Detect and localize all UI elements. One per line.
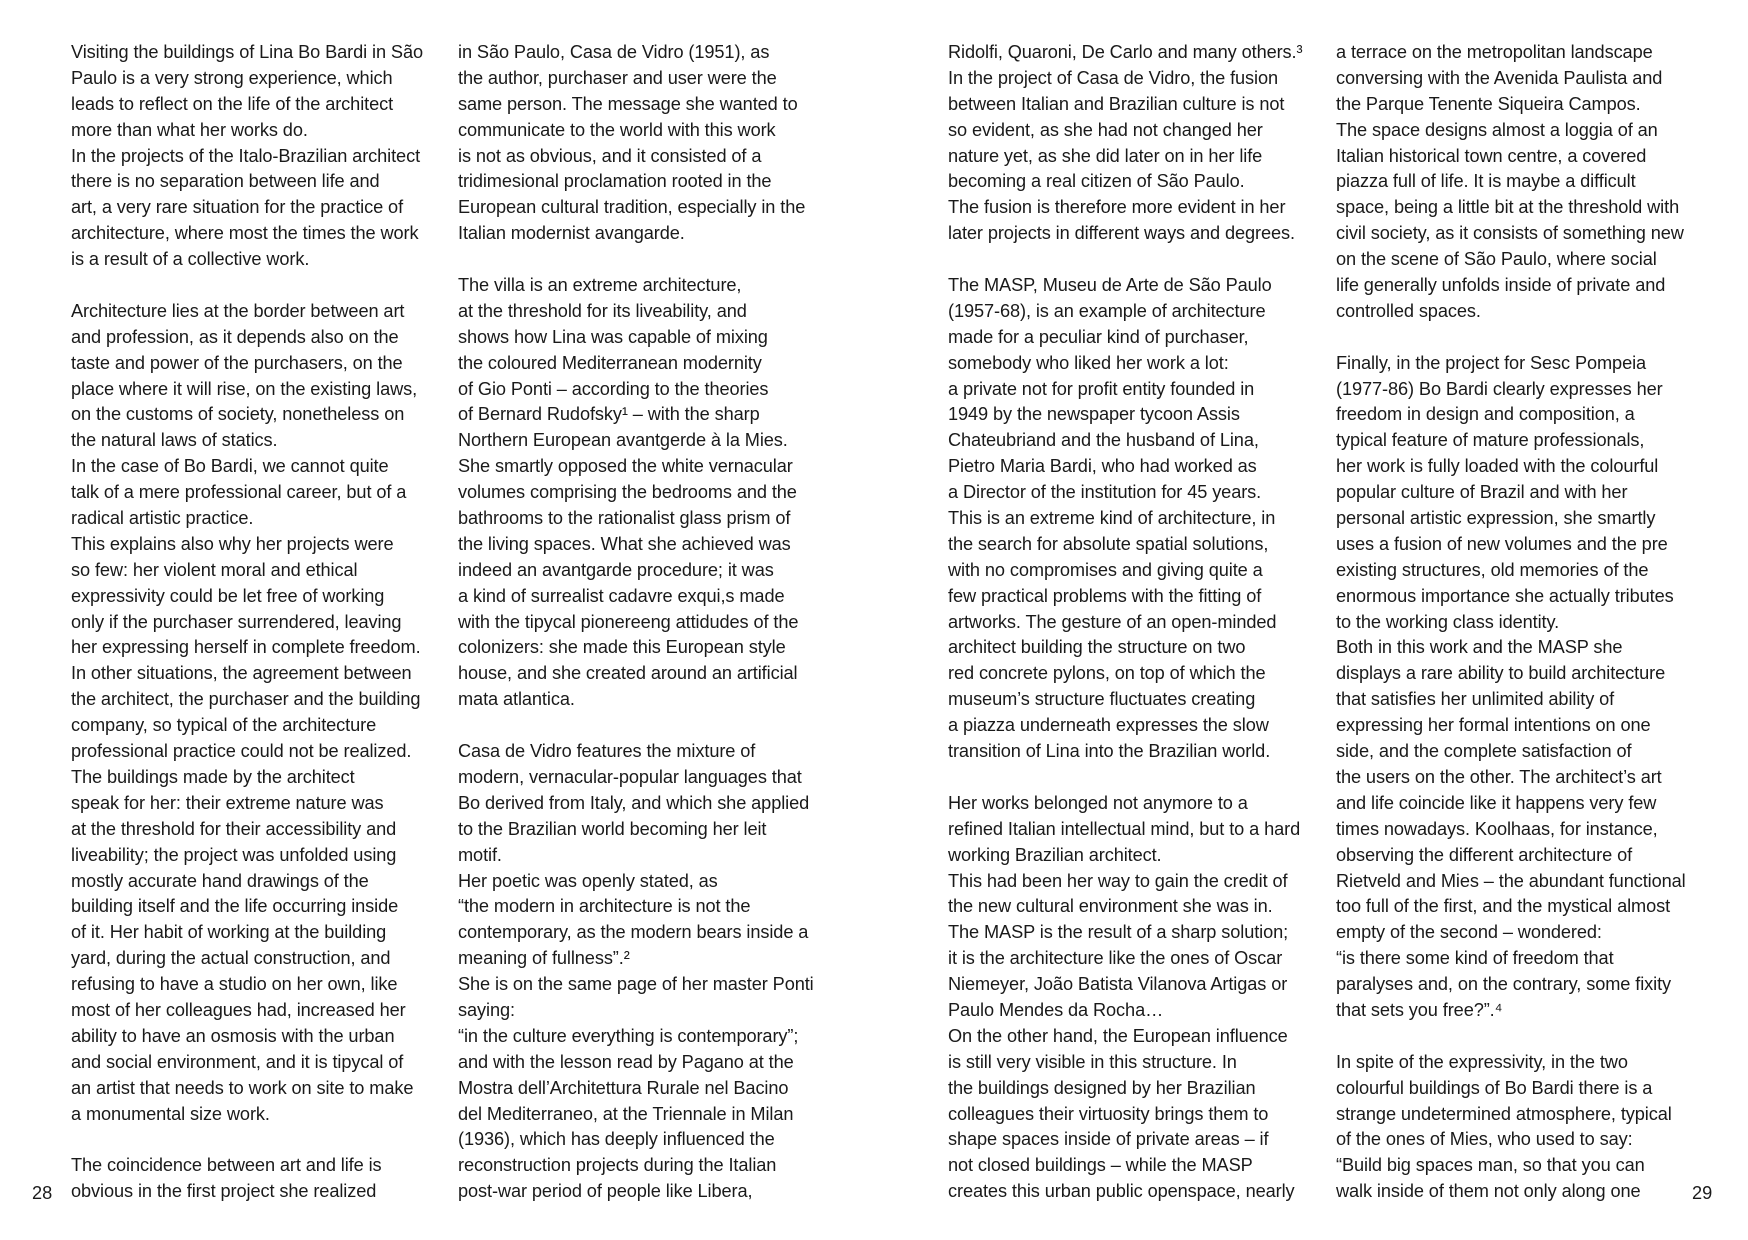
text-line: too full of the first, and the mystical almost [1336,896,1671,917]
text-line: volumes comprising the bedrooms and the [458,482,797,503]
paragraph-gap [1336,325,1706,351]
text-line: and profession, as it depends also on the [71,326,399,347]
text-line: “the modern in architecture is not the [458,896,751,917]
text-line: The space designs almost a loggia of an [1336,119,1658,140]
text-line: conversing with the Avenida Paulista and [1336,67,1663,88]
text-line: is a result of a collective work. [71,249,310,270]
text-line: on the scene of São Paulo, where social [1336,249,1657,270]
text-line: so evident, as she had not changed her [948,119,1263,140]
text-line: empty of the second – wondered: [1336,922,1602,943]
text-line: 1949 by the newspaper tycoon Assis [948,404,1240,425]
text-line: later projects in different ways and degrees. [948,223,1295,244]
text-line: (1977-86) Bo Bardi clearly expresses her [1336,378,1663,399]
text-line: typical feature of mature professionals, [1336,430,1645,451]
text-line: times nowadays. Koolhaas, for instance, [1336,818,1658,839]
text-line: the Parque Tenente Siqueira Campos. [1336,93,1641,114]
paragraph-gap [1336,1024,1706,1050]
text-line: the coloured Mediterranean modernity [458,352,762,373]
text-line: piazza full of life. It is maybe a difficult [1336,171,1636,192]
text-line: Her works belonged not anymore to a [948,792,1248,813]
text-line: modern, vernacular-popular languages that [458,766,802,787]
text-line: at the threshold for their accessibility and [71,818,397,839]
text-line: uses a fusion of new volumes and the pre [1336,533,1668,554]
text-line: at the threshold for its liveability, and [458,300,747,321]
text-line: that satisfies her unlimited ability of [1336,689,1615,710]
text-line: to the working class identity. [1336,611,1560,632]
text-line: architect building the structure on two [948,637,1246,658]
text-line: freedom in design and composition, a [1336,404,1635,425]
text-line: talk of a mere professional career, but of a [71,482,407,503]
text-line: is still very visible in this structure. In [948,1051,1237,1072]
text-line: In other situations, the agreement between [71,663,412,684]
text-line: Paulo is a very strong experience, which [71,67,393,88]
text-line: artworks. The gesture of an open-minded [948,611,1277,632]
text-line: somebody who liked her work a lot: [948,352,1229,373]
text-line: Mostra dell’Architettura Rurale nel Bacino [458,1077,789,1098]
text-line: a private not for profit entity founded in [948,378,1255,399]
text-line: existing structures, old memories of the [1336,559,1649,580]
text-line: it is the architecture like the ones of Oscar [948,948,1283,969]
text-line: the users on the other. The architect’s art [1336,766,1662,787]
text-line: of Bernard Rudofsky¹ – with the sharp [458,404,760,425]
text-line: building itself and the life occurring inside [71,896,399,917]
text-line: refined Italian intellectual mind, but to a hard [948,818,1301,839]
text-line: only if the purchaser surrendered, leaving [71,611,402,632]
text-line: Pietro Maria Bardi, who had worked as [948,456,1257,477]
text-line: Finally, in the project for Sesc Pompeia [1336,352,1647,373]
text-line: expressing her formal intentions on one [1336,715,1651,736]
text-line: In the projects of the Italo-Brazilian architect [71,145,421,166]
text-line: Both in this work and the MASP she [1336,637,1623,658]
text-line: This explains also why her projects were [71,533,394,554]
text-line: creates this urban public openspace, nearly [948,1181,1295,1202]
text-line: place where it will rise, on the existing laws, [71,378,418,399]
text-line: The MASP is the result of a sharp solution; [948,922,1289,943]
text-line: (1957-68), is an example of architecture [948,300,1266,321]
text-line: that sets you free?”.⁴ [1336,999,1503,1020]
text-line: The MASP, Museu de Arte de São Paulo [948,275,1272,296]
text-line: not closed buildings – while the MASP [948,1155,1253,1176]
text-column-1 [71,40,441,1205]
paragraph-gap [458,713,828,739]
text-line: side, and the complete satisfaction of [1336,741,1632,762]
text-line: and with the lesson read by Pagano at the [458,1051,794,1072]
text-line: same person. The message she wanted to [458,93,798,114]
text-line: This is an extreme kind of architecture, in [948,508,1276,529]
text-line: a Director of the institution for 45 years. [948,482,1262,503]
text-line: controlled spaces. [1336,300,1481,321]
text-line: a piazza underneath expresses the slow [948,715,1269,736]
text-line: of it. Her habit of working at the building [71,922,387,943]
text-line: her work is fully loaded with the colourful [1336,456,1659,477]
text-line: Her poetic was openly stated, as [458,870,718,891]
text-line: displays a rare ability to build architecture [1336,663,1666,684]
text-line: “in the culture everything is contemporary”; [458,1025,799,1046]
text-line: speak for her: their extreme nature was [71,792,384,813]
text-line: Architecture lies at the border between art [71,300,405,321]
text-line: the buildings designed by her Brazilian [948,1077,1256,1098]
text-line: with no compromises and giving quite a [948,559,1263,580]
text-line: The fusion is therefore more evident in her [948,197,1286,218]
text-line: civil society, as it consists of something new [1336,223,1684,244]
text-line: On the other hand, the European influence [948,1025,1288,1046]
paragraph-gap [458,247,828,273]
text-line: the new cultural environment she was in. [948,896,1273,917]
text-line: of Gio Ponti – according to the theories [458,378,769,399]
text-line: post-war period of people like Libera, [458,1181,753,1202]
text-line: The coincidence between art and life is [71,1155,382,1176]
text-line: in São Paulo, Casa de Vidro (1951), as [458,42,770,62]
text-line: “Build big spaces man, so that you can [1336,1155,1645,1176]
text-line: motif. [458,844,502,865]
text-line: so few: her violent moral and ethical [71,559,358,580]
page-number-right: 29 [1692,1183,1713,1203]
text-line: paralyses and, on the contrary, some fixity [1336,974,1672,995]
text-line: observing the different architecture of [1336,844,1633,865]
text-line: there is no separation between life and [71,171,380,192]
text-line: the natural laws of statics. [71,430,278,451]
text-line: the author, purchaser and user were the [458,67,777,88]
text-line: She smartly opposed the white vernacular [458,456,793,477]
text-line: enormous importance she actually tributes [1336,585,1674,606]
text-line: colourful buildings of Bo Bardi there is a [1336,1077,1653,1098]
paragraph-gap [71,1127,441,1153]
text-line: shows how Lina was capable of mixing [458,326,768,347]
text-line: working Brazilian architect. [948,844,1162,865]
text-line: of the ones of Mies, who used to say: [1336,1129,1633,1150]
text-line: Northern European avantgerde à la Mies. [458,430,788,451]
text-line: made for a peculiar kind of purchaser, [948,326,1249,347]
text-line: bathrooms to the rationalist glass prism of [458,508,791,529]
text-line: Italian historical town centre, a covered [1336,145,1647,166]
text-line: on the customs of society, nonetheless on [71,404,405,425]
text-line: an artist that needs to work on site to make [71,1077,414,1098]
text-line: colleagues their virtuosity brings them to [948,1103,1269,1124]
text-line: a kind of surrealist cadavre exqui,s made [458,585,785,606]
text-column-3 [948,40,1318,1205]
text-line: the search for absolute spatial solutions, [948,533,1269,554]
text-line: the living spaces. What she achieved was [458,533,791,554]
text-column-2 [458,40,828,1205]
paragraph-gap [948,247,1318,273]
text-line: contemporary, as the modern bears inside a [458,922,809,943]
text-line: Rietveld and Mies – the abundant functional [1336,870,1686,891]
text-line: Bo derived from Italy, and which she applied [458,792,810,813]
text-line: Italian modernist avangarde. [458,223,685,244]
text-line: nature yet, as she did later on in her life [948,145,1263,166]
text-line: indeed an avantgarde procedure; it was [458,559,774,580]
text-line: more than what her works do. [71,119,308,140]
text-line: The buildings made by the architect [71,766,355,787]
text-line: ability to have an osmosis with the urban [71,1025,395,1046]
text-column-4 [1336,40,1706,1205]
text-line: the architect, the purchaser and the building [71,689,421,710]
text-line: few practical problems with the fitting of [948,585,1262,606]
text-line: yard, during the actual construction, and [71,948,391,969]
text-line: art, a very rare situation for the practice of [71,197,404,218]
text-line: transition of Lina into the Brazilian world. [948,741,1271,762]
text-line: radical artistic practice. [71,508,254,529]
text-line: shape spaces inside of private areas – if [948,1129,1269,1150]
text-line: expressivity could be let free of working [71,585,385,606]
text-line: personal artistic expression, she smartly [1336,508,1656,529]
text-line: walk inside of them not only along one [1336,1181,1641,1202]
text-line: In spite of the expressivity, in the two [1336,1051,1628,1072]
text-line: In the case of Bo Bardi, we cannot quite [71,456,389,477]
page-number-left: 28 [32,1183,53,1203]
text-line: and social environment, and it is tipycal of [71,1051,404,1072]
text-line: house, and she created around an artificial [458,663,798,684]
text-line: This had been her way to gain the credit of [948,870,1288,891]
text-line: leads to reflect on the life of the architect [71,93,394,114]
text-line: to the Brazilian world becoming her leit [458,818,767,839]
paragraph-gap [71,273,441,299]
text-line: meaning of fullness”.² [458,948,630,969]
text-line: most of her colleagues had, increased her [71,999,406,1020]
text-line: between Italian and Brazilian culture is not [948,93,1285,114]
text-line: del Mediterraneo, at the Triennale in Milan [458,1103,794,1124]
text-line: Chateubriand and the husband of Lina, [948,430,1259,451]
text-line: (1936), which has deeply influenced the [458,1129,775,1150]
text-line: She is on the same page of her master Ponti [458,974,814,995]
text-line: communicate to the world with this work [458,119,776,140]
text-line: a terrace on the metropolitan landscape [1336,42,1653,62]
text-line: Casa de Vidro features the mixture of [458,741,756,762]
text-line: liveability; the project was unfolded using [71,844,397,865]
text-line: is not as obvious, and it consisted of a [458,145,762,166]
text-line: reconstruction projects during the Italian [458,1155,777,1176]
text-line: European cultural tradition, especially in the [458,197,806,218]
text-line: architecture, where most the times the work [71,223,419,244]
text-line: saying: [458,999,515,1020]
text-line: taste and power of the purchasers, on the [71,352,403,373]
text-line: with the tipycal pionereeng attidudes of the [458,611,799,632]
text-line: tridimesional proclamation rooted in the [458,171,772,192]
text-line: professional practice could not be realized. [71,741,412,762]
text-line: Paulo Mendes da Rocha… [948,999,1164,1020]
text-line: colonizers: she made this European style [458,637,786,658]
text-line: life generally unfolds inside of private and [1336,275,1666,296]
text-line: “is there some kind of freedom that [1336,948,1614,969]
text-line: obvious in the first project she realized [71,1181,377,1202]
text-line: The villa is an extreme architecture, [458,275,742,296]
text-line: becoming a real citizen of São Paulo. [948,171,1245,192]
text-line: Ridolfi, Quaroni, De Carlo and many others.³ [948,42,1303,62]
text-line: refusing to have a studio on her own, like [71,974,398,995]
text-line: mostly accurate hand drawings of the [71,870,369,891]
text-line: museum’s structure fluctuates creating [948,689,1256,710]
text-line: a monumental size work. [71,1103,270,1124]
text-line: her expressing herself in complete freedom. [71,637,421,658]
text-line: red concrete pylons, on top of which the [948,663,1266,684]
text-line: Visiting the buildings of Lina Bo Bardi in São [71,42,423,62]
text-line: and life coincide like it happens very few [1336,792,1657,813]
text-line: mata atlantica. [458,689,575,710]
text-line: company, so typical of the architecture [71,715,377,736]
text-line: space, being a little bit at the threshold with [1336,197,1680,218]
text-line: In the project of Casa de Vidro, the fusion [948,67,1279,88]
paragraph-gap [948,765,1318,791]
text-line: strange undetermined atmosphere, typical [1336,1103,1672,1124]
text-line: popular culture of Brazil and with her [1336,482,1628,503]
text-line: Niemeyer, João Batista Vilanova Artigas or [948,974,1288,995]
